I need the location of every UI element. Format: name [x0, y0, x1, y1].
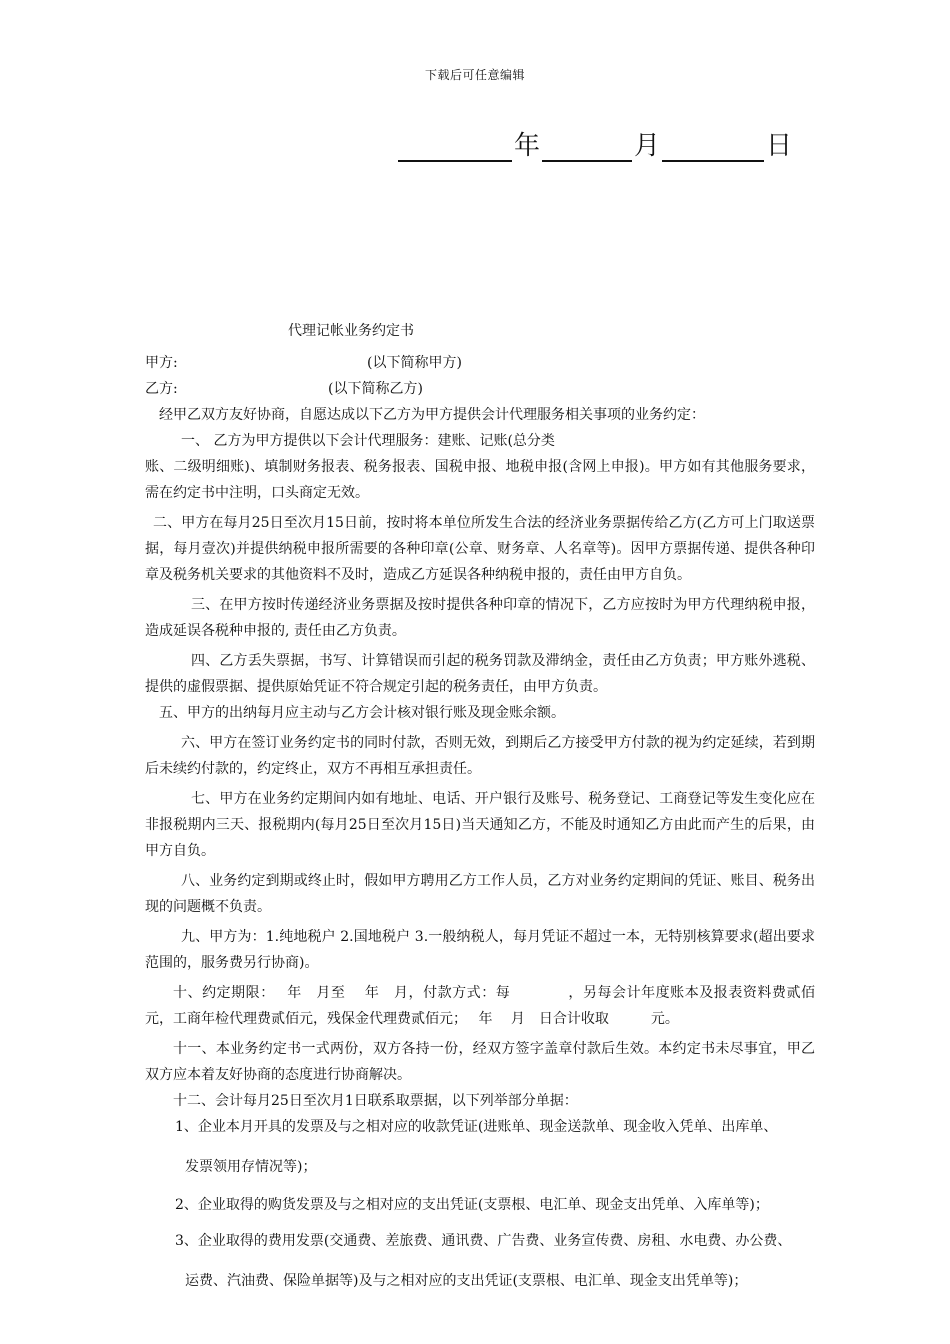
- month-blank[interactable]: [542, 130, 632, 162]
- day-label: 日: [766, 131, 793, 161]
- clause-11: 十一、本业务约定书一式两份，双方各持一份，经双方签字盖章付款后生效。本约定书未尽事宜，甲乙双方应本着友好协商的态度进行协商解决。: [145, 1041, 815, 1083]
- document-title: 代理记帐业务约定书: [288, 323, 414, 339]
- party-b-note: (以下简称乙方): [328, 381, 423, 397]
- clause-12: 十二、会计每月25日至次月1日联系取票据，以下列举部分单据：: [173, 1093, 578, 1109]
- month-label: 月: [634, 131, 661, 161]
- clause-1-head: 一、 乙方为甲方提供以下会计代理服务：建账、记账(总分类: [181, 433, 555, 449]
- intro-paragraph: 经甲乙双方友好协商，自愿达成以下乙方为甲方提供会计代理服务相关事项的业务约定：: [159, 407, 705, 423]
- clause-4: 四、乙方丢失票据，书写、计算错误而引起的税务罚款及滞纳金，责任由乙方负责；甲方账外逃税、提供的虚假票据、提供原始凭证不符合规定引起的税务责任，由甲方负责。: [145, 653, 815, 695]
- party-a-note: (以下简称甲方): [367, 355, 462, 371]
- year-label: 年: [514, 131, 541, 161]
- day-blank[interactable]: [662, 130, 764, 162]
- date-line: [398, 130, 794, 162]
- clause-7: 七、甲方在业务约定期间内如有地址、电话、开户银行及账号、税务登记、工商登记等发生变化应在非报税期内三天、报税期内(每月25日至次月15日)当天通知乙方，不能及时通知乙方由此而产生的后果，由甲方自负。: [145, 791, 815, 859]
- party-a-label: 甲方:: [145, 355, 178, 371]
- list-item-1: 1、企业本月开具的发票及与之相对应的收款凭证(进账单、现金送款单、现金收入凭单、出库单、: [175, 1119, 778, 1135]
- clause-2: 二、甲方在每月25日至次月15日前，按时将本单位所发生合法的经济业务票据传给乙方(乙方可上门取送票据，每月壹次)并提供纳税申报所需要的各种印章(公章、财务章、人名章等)。因甲方票据传递、提供各种印章及税务机关要求的其他资料不及时，造成乙方延误各种纳税申报的，责任由甲方自负。: [145, 515, 815, 583]
- clause-8: 八、业务约定到期或终止时，假如甲方聘用乙方工作人员，乙方对业务约定期间的凭证、账目、税务出现的问题概不负责。: [145, 873, 815, 915]
- document-body: [145, 350, 815, 1294]
- list-item-2: 2、企业取得的购货发票及与之相对应的支出凭证(支票根、电汇单、现金支出凭单、入库单等)；: [175, 1197, 769, 1213]
- clause-9: 九、甲方为：1.纯地税户 2.国地税户 3.一般纳税人，每月凭证不超过一本，无特别核算要求(超出要求范围的，服务费另行协商)。: [145, 929, 815, 971]
- clause-1-body: 账、二级明细账)、填制财务报表、税务报表、国税申报、地税申报(含网上申报)。甲方如有其他服务要求，需在约定书中注明，口头商定无效。: [145, 459, 815, 501]
- clause-3: 三、在甲方按时传递经济业务票据及按时提供各种印章的情况下，乙方应按时为甲方代理纳税申报，造成延误各税种申报的, 责任由乙方负责。: [145, 597, 815, 639]
- party-b-line: [145, 376, 815, 402]
- year-blank[interactable]: [398, 130, 512, 162]
- clause-5: 五、甲方的出纳每月应主动与乙方会计核对银行账及现金账余额。: [159, 705, 565, 721]
- list-item-3: 3、企业取得的费用发票(交通费、差旅费、通讯费、广告费、业务宣传费、房租、水电费、办公费、: [175, 1233, 792, 1249]
- header-note: 下载后可任意编辑: [424, 68, 525, 82]
- list-item-3-cont: 运费、汽油费、保险单据等)及与之相对应的支出凭证(支票根、电汇单、现金支出凭单等)；: [185, 1273, 748, 1289]
- party-b-label: 乙方:: [145, 381, 178, 397]
- clause-10: 十、约定期限： 年 月至 年 月，付款方式：每 ，另每会计年度账本及报表资料费贰佰元，工商年检代理费贰佰元，残保金代理费贰佰元； 年 月 日合计收取 元。: [145, 985, 815, 1027]
- party-a-line: [145, 350, 815, 376]
- clause-6: 六、甲方在签订业务约定书的同时付款，否则无效，到期后乙方接受甲方付款的视为约定延续，若到期后未续约付款的，约定终止，双方不再相互承担责任。: [145, 735, 815, 777]
- list-item-1-cont: 发票领用存情况等)；: [185, 1159, 317, 1175]
